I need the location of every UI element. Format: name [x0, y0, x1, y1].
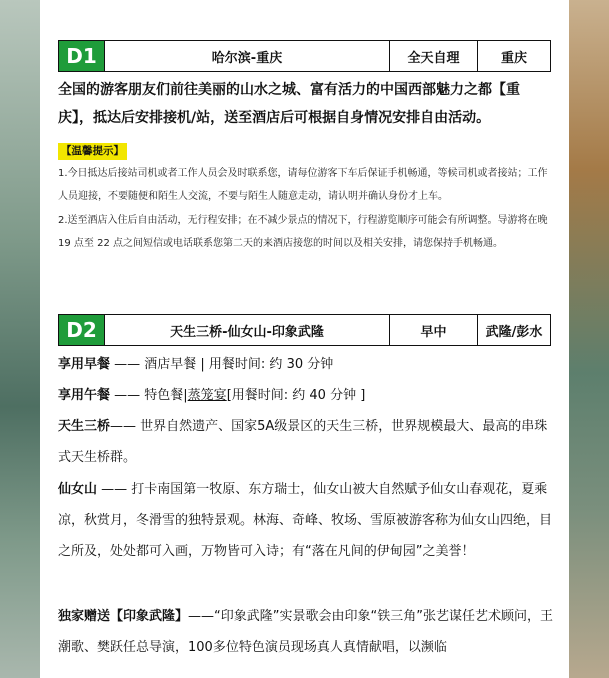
breakfast-text: —— 酒店早餐 | 用餐时间: 约 30 分钟 — [110, 357, 334, 372]
fairy-label: 仙女山 — [58, 482, 98, 497]
day2-bridges — [58, 411, 553, 473]
show-label: 独家赠送【印象武隆】 — [58, 609, 189, 624]
lunch-text-b: [用餐时间: 约 40 分钟 ] — [226, 388, 366, 403]
day2-header — [58, 314, 551, 346]
fairy-text: —— 打卡南国第一牧原、东方瑞士，仙女山被大自然赋予仙女山春观花，夏乘凉，秋赏月，冬滑雪的独特景观。林海、奇峰、牧场、雪原被游客称为仙女山四绝，目之所及，处处都可入画，万物皆可入诗；有“落在凡间的伊甸园”之美誉！ — [58, 482, 553, 559]
lunch-label: 享用午餐 — [58, 388, 111, 403]
day2-fairy-mountain — [58, 474, 553, 567]
breakfast-label: 享用早餐 — [58, 357, 111, 372]
day1-meals: 全天自理 — [389, 41, 477, 71]
day1-note-1: 1.今日抵达后接站司机或者工作人员会及时联系您，请每位游客下车后保证手机畅通，等候司机或者接站；工作人员迎接，不要随便和陌生人交流，不要与陌生人随意走动，请认明并确认身份才上车。 — [58, 168, 548, 202]
day1-intro: 全国的游客朋友们前往美丽的山水之城、富有活力的中国西部魅力之都【重庆】，抵达后安排接机/站，送至酒店后可根据自身情况安排自由活动。 — [58, 82, 520, 126]
bridge-label: 天生三桥 — [58, 419, 111, 434]
day2-breakfast — [58, 349, 553, 380]
show-text: ——“印象武隆”实景歌会由印象“铁三角”张艺谋任艺术顾问，王潮歌、樊跃任总导演，100多位特色演员现场真人真情献唱，以濒临 — [58, 609, 553, 655]
day2-city: 武隆/彭水 — [477, 315, 550, 345]
day2-route: 天生三桥-仙女山-印象武隆 — [104, 315, 389, 345]
background-landscape-left — [0, 0, 40, 678]
day2-badge: D2 — [59, 315, 104, 345]
day1-city: 重庆 — [477, 41, 550, 71]
day2-lunch — [58, 380, 553, 411]
day2-show — [58, 601, 553, 663]
day1-badge: D1 — [59, 41, 104, 71]
itinerary-page — [40, 0, 569, 678]
day1-route: 哈尔滨-重庆 — [104, 41, 389, 71]
day1-header — [58, 40, 551, 72]
day2-meals: 早中 — [389, 315, 477, 345]
lunch-text-a: —— 特色餐| — [110, 388, 188, 403]
tip-label: 【温馨提示】 — [58, 143, 127, 160]
lunch-feast: 蒸笼宴 — [187, 388, 227, 403]
background-landscape-right — [569, 0, 609, 678]
bridge-text: —— 世界自然遗产、国家5A级景区的天生三桥，世界规模最大、最高的串珠式天生桥群。 — [58, 419, 548, 465]
day1-note-2: 2.送至酒店入住后自由活动，无行程安排；在不减少景点的情况下，行程游览顺序可能会有所调整。导游将在晚 19 点至 22 点之间短信或电话联系您第二天的来酒店接您的时间以及相关安排，请您保持手机畅通。 — [58, 215, 548, 249]
